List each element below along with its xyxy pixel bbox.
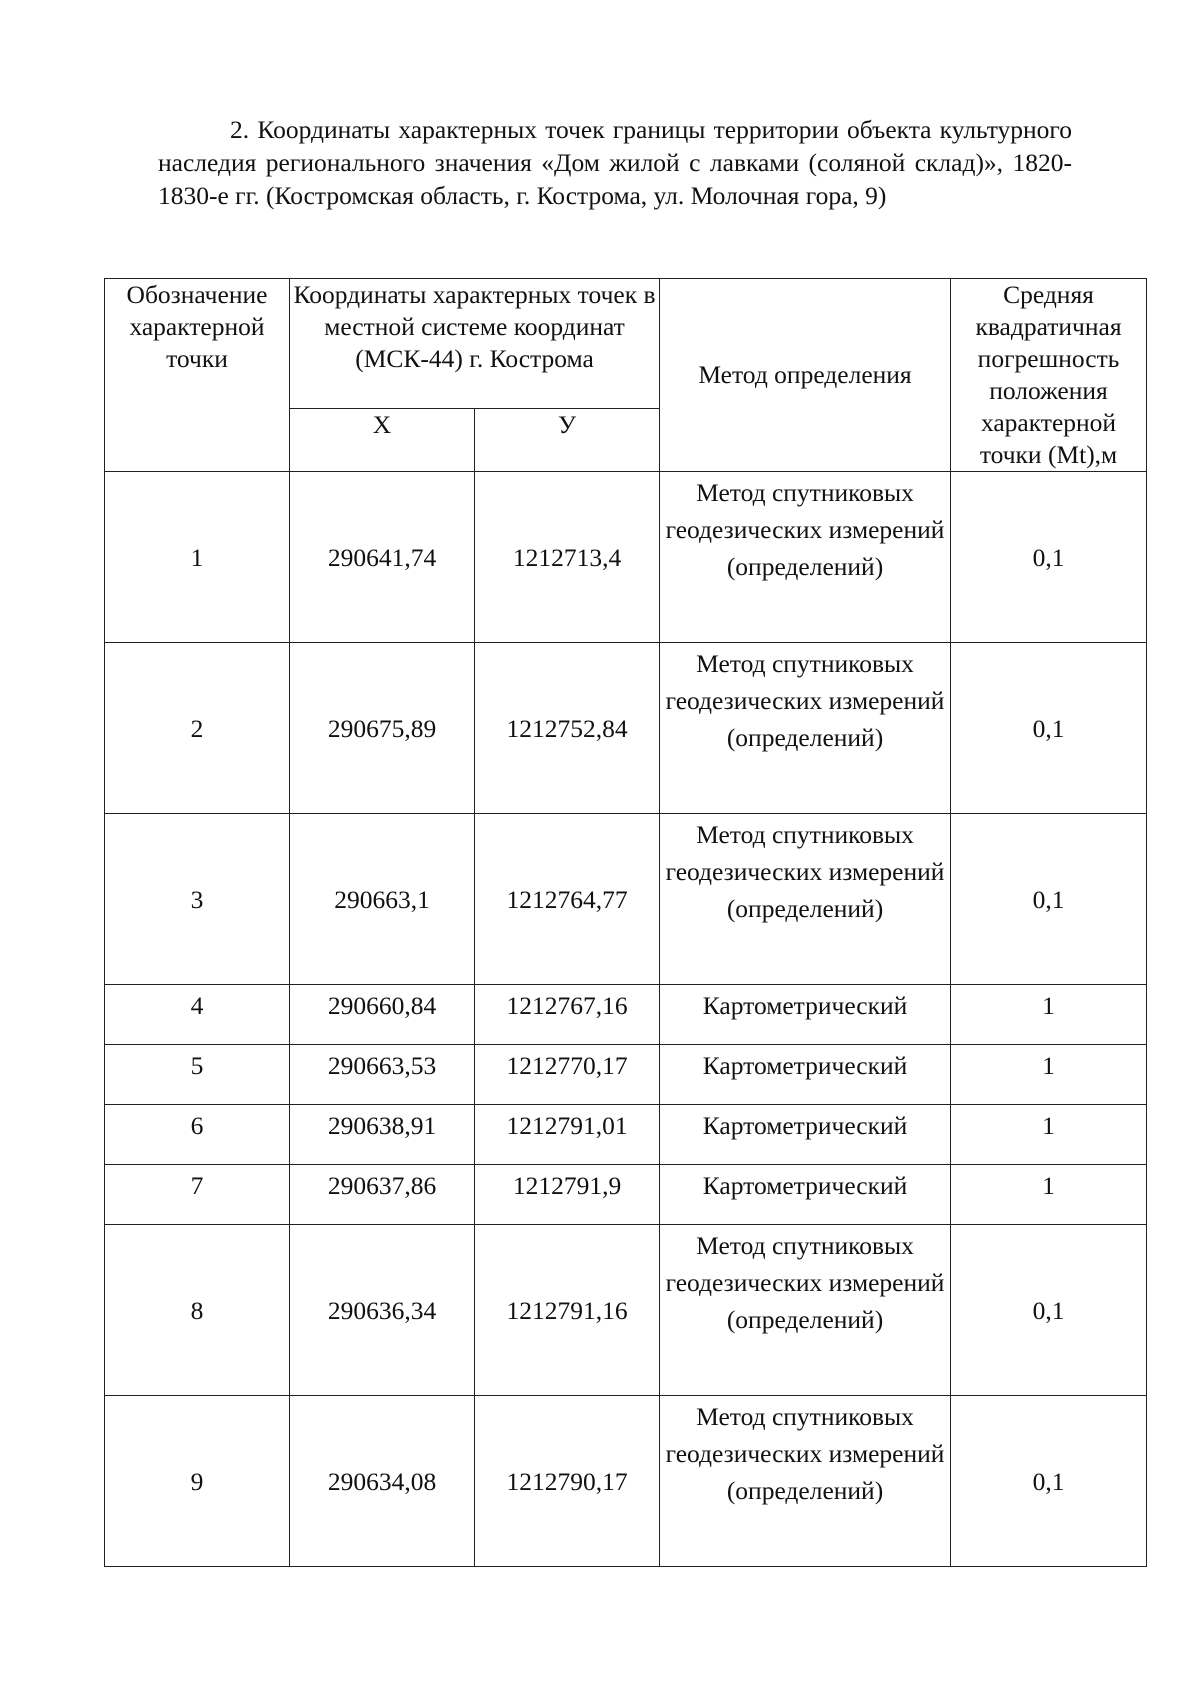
cell-error: 0,1: [951, 1225, 1147, 1396]
table-row: [105, 643, 1147, 814]
table-row: [105, 1165, 1147, 1225]
table-row: [105, 814, 1147, 985]
table-row: [105, 1396, 1147, 1567]
cell-x: 290663,1: [290, 814, 475, 985]
cell-y: 1212767,16: [475, 985, 660, 1045]
cell-y: 1212752,84: [475, 643, 660, 814]
cell-point: 1: [105, 472, 290, 643]
cell-x: 290641,74: [290, 472, 475, 643]
cell-method: Метод спутниковых геодезических измерений (определений): [660, 814, 951, 985]
cell-error: 1: [951, 1105, 1147, 1165]
table-row: [105, 1225, 1147, 1396]
table-row: [105, 1045, 1147, 1105]
cell-method: Картометрический: [660, 1045, 951, 1105]
cell-error: 1: [951, 1165, 1147, 1225]
cell-error: 0,1: [951, 814, 1147, 985]
cell-method: Картометрический: [660, 985, 951, 1045]
cell-method: Метод спутниковых геодезических измерений (определений): [660, 643, 951, 814]
header-coordinates: Координаты характерных точек в местной системе координат (МСК-44) г. Кострома: [290, 279, 660, 409]
header-method: Метод определения: [660, 279, 951, 472]
cell-point: 2: [105, 643, 290, 814]
cell-error: 1: [951, 1045, 1147, 1105]
cell-x: 290660,84: [290, 985, 475, 1045]
cell-x: 290637,86: [290, 1165, 475, 1225]
cell-error: 0,1: [951, 643, 1147, 814]
cell-error: 1: [951, 985, 1147, 1045]
cell-x: 290634,08: [290, 1396, 475, 1567]
cell-point: 7: [105, 1165, 290, 1225]
cell-y: 1212791,01: [475, 1105, 660, 1165]
cell-method: Метод спутниковых геодезических измерений (определений): [660, 1396, 951, 1567]
cell-x: 290675,89: [290, 643, 475, 814]
document-heading: 2. Координаты характерных точек границы территории объекта культурного наследия регионального значения «Дом жилой с лавками (соляной склад)», 1820-1830-е гг. (Костромская область, г. Кострома, ул. Молочная гора, 9): [158, 115, 1072, 210]
cell-point: 5: [105, 1045, 290, 1105]
cell-y: 1212713,4: [475, 472, 660, 643]
cell-error: 0,1: [951, 472, 1147, 643]
cell-x: 290636,34: [290, 1225, 475, 1396]
header-error: Средняя квадратичная погрешность положения характерной точки (Mt),м: [951, 279, 1147, 472]
cell-y: 1212791,9: [475, 1165, 660, 1225]
cell-method: Метод спутниковых геодезических измерений (определений): [660, 1225, 951, 1396]
cell-point: 3: [105, 814, 290, 985]
cell-y: 1212764,77: [475, 814, 660, 985]
table-row: [105, 985, 1147, 1045]
header-y: У: [475, 408, 660, 471]
cell-point: 4: [105, 985, 290, 1045]
table-header-row: [105, 279, 1147, 409]
cell-point: 8: [105, 1225, 290, 1396]
cell-x: 290663,53: [290, 1045, 475, 1105]
cell-method: Метод спутниковых геодезических измерений (определений): [660, 472, 951, 643]
header-x: Х: [290, 408, 475, 471]
cell-y: 1212791,16: [475, 1225, 660, 1396]
cell-point: 6: [105, 1105, 290, 1165]
header-point: Обозначение характерной точки: [105, 279, 290, 472]
table-row: [105, 472, 1147, 643]
cell-point: 9: [105, 1396, 290, 1567]
cell-error: 0,1: [951, 1396, 1147, 1567]
cell-method: Картометрический: [660, 1105, 951, 1165]
table-row: [105, 1105, 1147, 1165]
cell-y: 1212770,17: [475, 1045, 660, 1105]
cell-y: 1212790,17: [475, 1396, 660, 1567]
cell-method: Картометрический: [660, 1165, 951, 1225]
coordinates-table: [104, 278, 1147, 1567]
cell-x: 290638,91: [290, 1105, 475, 1165]
